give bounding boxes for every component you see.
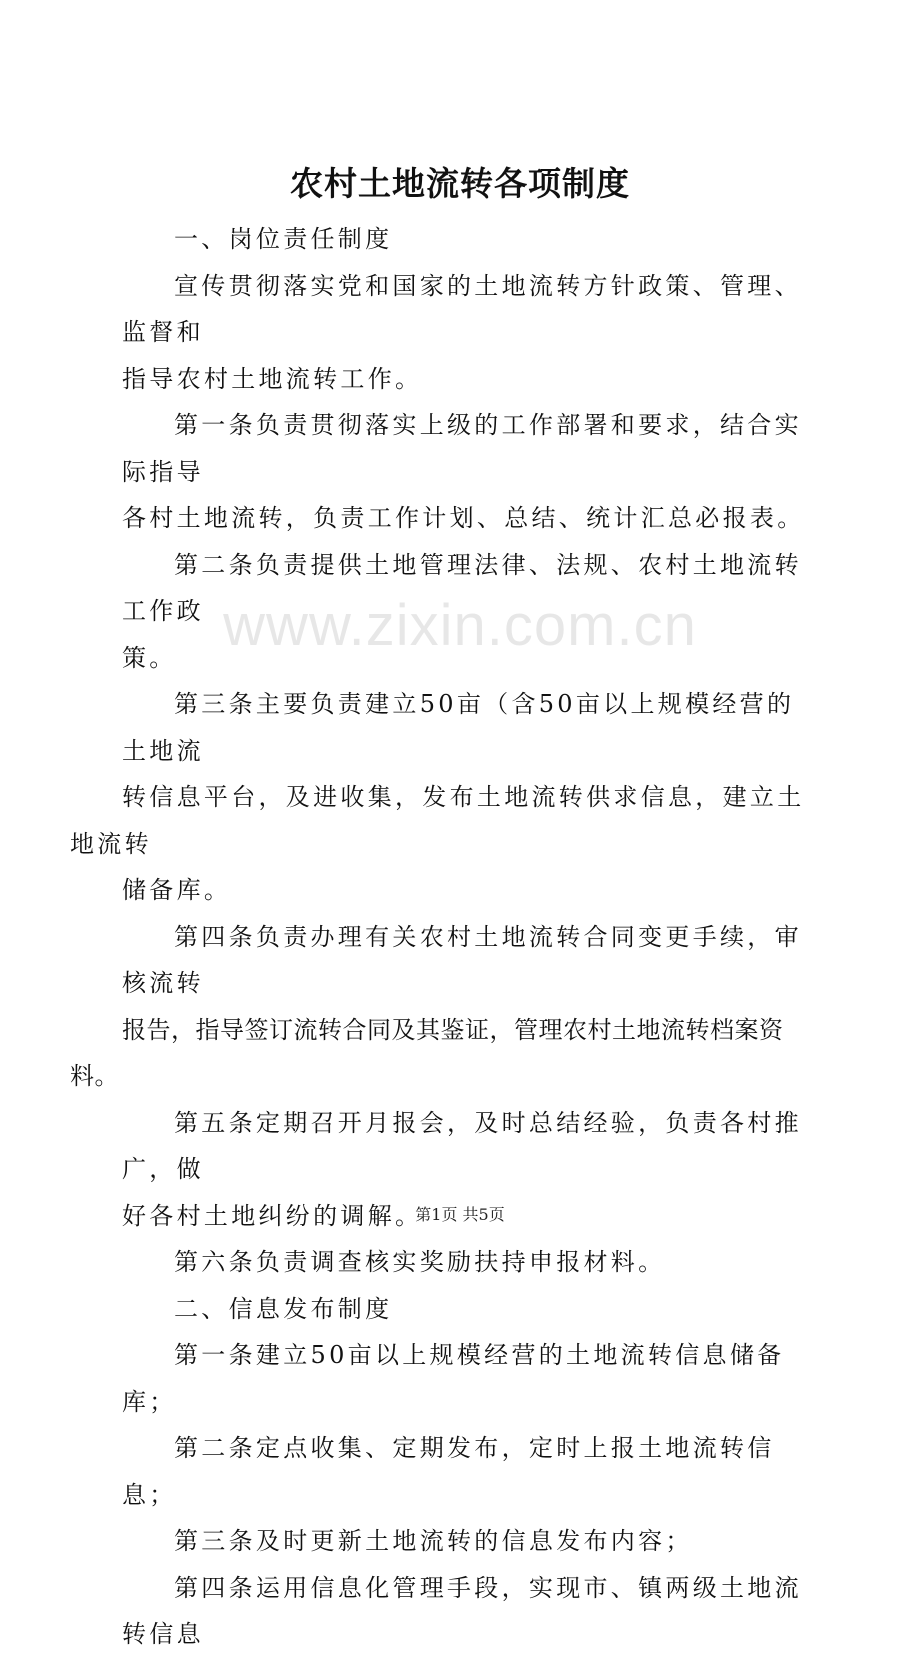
document-body	[70, 216, 808, 1658]
document-title: 农村土地流转各项制度	[290, 164, 630, 203]
paragraph-line: 宣传贯彻落实党和国家的土地流转方针政策、管理、监督和	[122, 271, 802, 346]
paragraph-line: 好各村土地纠纷的调解。	[122, 1201, 423, 1230]
paragraph	[122, 1332, 808, 1425]
paragraph	[122, 263, 808, 403]
paragraph	[122, 1425, 808, 1518]
watermark: www.zixin.com.cn	[223, 593, 697, 658]
paragraph-line: 一、岗位责任制度	[174, 225, 393, 253]
paragraph-line: 指导农村土地流转工作。	[122, 364, 423, 393]
paragraph-line: 第四条运用信息化管理手段，实现市、镇两级土地流转信息	[122, 1573, 802, 1648]
paragraph-line: 第四条负责办理有关农村土地流转合同变更手续，审核流转	[122, 922, 802, 997]
paragraph	[122, 542, 808, 682]
paragraph-line: 策。	[122, 643, 177, 672]
page-number: 第1页 共5页	[415, 1205, 505, 1224]
paragraph-line: 第三条主要负责建立50亩（含50亩以上规模经营的土地流	[122, 690, 795, 765]
paragraph-line: 第一条建立50亩以上规模经营的土地流转信息储备库；	[122, 1341, 785, 1416]
paragraph-line: 第二条定点收集、定期发布，定时上报土地流转信息；	[122, 1434, 775, 1509]
paragraph-line: 第五条定期召开月报会，及时总结经验，负责各村推广，做	[122, 1108, 802, 1183]
paragraph-line: 第二条负责提供土地管理法律、法规、农村土地流转工作政	[122, 550, 802, 625]
paragraph-line: 转信息平台，及进收集，发布土地流转供求信息，建立土地流转	[70, 783, 805, 858]
paragraph-line: 第三条及时更新土地流转的信息发布内容；	[174, 1527, 693, 1555]
paragraph-line: 第一条负责贯彻落实上级的工作部署和要求，结合实际指导	[122, 411, 802, 486]
paragraph	[122, 1518, 808, 1565]
paragraph	[70, 914, 808, 1100]
paragraph	[122, 216, 808, 263]
paragraph-line: 报告，指导签订流转合同及其鉴证，管理农村土地流转档案资料。	[70, 1015, 784, 1090]
paragraph	[122, 1286, 808, 1333]
paragraph	[122, 1565, 808, 1658]
paragraph	[70, 681, 808, 914]
paragraph-line: 储备库。	[122, 876, 232, 904]
paragraph-line: 各村土地流转，负责工作计划、总结、统计汇总必报表。	[122, 504, 805, 532]
paragraph-line: 二、信息发布制度	[174, 1294, 393, 1323]
paragraph	[122, 402, 808, 542]
paragraph	[122, 1239, 808, 1286]
paragraph-line: 第六条负责调查核实奖励扶持申报材料。	[174, 1248, 666, 1276]
